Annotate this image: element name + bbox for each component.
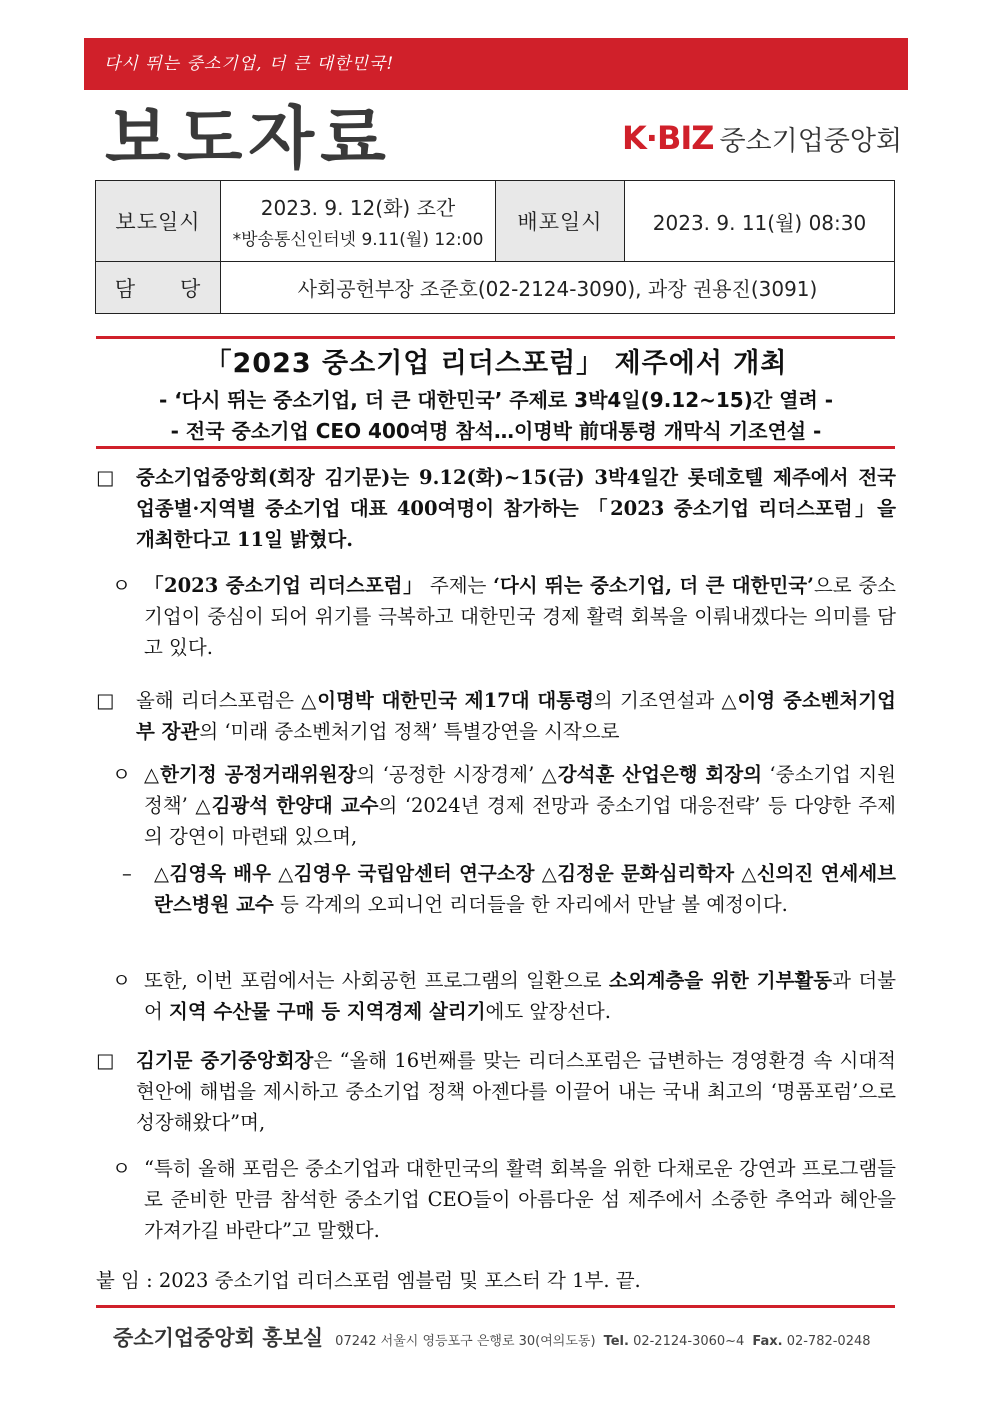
fax-label: Fax. (752, 1334, 783, 1349)
text-span: 에도 앞장선다. (485, 1000, 611, 1023)
local-economy-text: 지역 수산물 구매 등 지역경제 살리기 (169, 1000, 486, 1023)
paragraph-1-detail (112, 570, 896, 663)
square-bullet: □ (96, 689, 115, 712)
speaker-list-text: △김영옥 배우 △김영우 국립암센터 연구소장 △김정운 문화심리학자 △신의진 연세세브란스병원 교수 (154, 862, 896, 916)
footer (113, 1322, 871, 1352)
fax-number: 02-782-0248 (786, 1334, 871, 1349)
paragraph-2-social (112, 965, 896, 1027)
document-title: 보도자료 (105, 100, 392, 179)
distribute-date-value: 2023. 9. 11(월) 08:30 (625, 181, 895, 262)
footer-address: 07242 서울시 영등포구 은행로 30(여의도동) (335, 1334, 596, 1349)
square-bullet: □ (96, 466, 115, 489)
special-lecture-speaker-text: △이영 중소벤처기업부 장관 (136, 689, 897, 743)
text-span: 의 기조연설과 (593, 689, 722, 712)
text-span: 으로 중소기업이 중심이 되어 위기를 극복하고 대한민국 경제 활력 회복을 이뤄내겠다는 의미를 담고 있다. (144, 574, 896, 659)
forum-name-text: 「2023 중소기업 리더스포럼」 (144, 574, 424, 597)
text-span: 의 ‘2024년 경제 전망과 중소기업 대응전략’ 등 다양한 주제의 강연이 마련돼 있으며, (144, 794, 896, 848)
speaker-text: △강석훈 산업은행 회장의 (541, 763, 763, 786)
text-span: 또한, 이번 포럼에서는 사회공헌 프로그램의 일환으로 (144, 969, 609, 992)
tel-label: Tel. (603, 1334, 629, 1349)
circle-bullet: ㅇ (112, 574, 131, 597)
text-span: 올해 리더스포럼은 (136, 689, 302, 712)
release-info-table (95, 180, 895, 314)
paragraph-2 (96, 685, 896, 747)
kbiz-logo-mark: K·BIZ (622, 119, 714, 157)
paragraph-3 (96, 1045, 896, 1138)
chairman-name-text: 김기문 중기중앙회장 (136, 1049, 314, 1072)
paragraph-1 (96, 462, 896, 555)
release-date-cell (221, 181, 496, 262)
text-span: 은 “올해 16번째를 맞는 리더스포럼은 급변하는 경영환경 속 시대적 현안에 해법을 제시하고 중소기업 정책 아젠다를 이끌어 내는 국내 최고의 ‘명품포럼’으로 성장해왔다”며, (136, 1049, 896, 1134)
circle-bullet: ㅇ (112, 1157, 131, 1180)
kbiz-logo-name: 중소기업중앙회 (719, 125, 903, 157)
dash-bullet: – (122, 862, 132, 885)
donation-text: 소외계층을 위한 기부활동 (608, 969, 833, 992)
attachment-note: 붙 임 : 2023 중소기업 리더스포럼 엠블럼 및 포스터 각 1부. 끝. (96, 1269, 641, 1292)
distribute-date-label: 배포일시 (496, 181, 625, 262)
headline-top-rule (96, 336, 895, 339)
speaker-text: △한기정 공정거래위원장 (144, 763, 357, 786)
square-bullet: □ (96, 1049, 115, 1072)
release-date-label: 보도일시 (96, 181, 221, 262)
circle-bullet: ㅇ (112, 969, 131, 992)
circle-bullet: ㅇ (112, 763, 131, 786)
text-span: ‘중소기업 지원정책’ (144, 763, 896, 817)
text-span: 의 ‘공정한 시장경제’ (356, 763, 542, 786)
text-span: 의 ‘미래 중소벤처기업 정책’ 특별강연을 시작으로 (199, 720, 620, 743)
footer-tel (604, 1334, 745, 1349)
footer-fax (752, 1334, 870, 1349)
headline-sub-1: - ‘다시 뛰는 중소기업, 더 큰 대한민국’ 주제로 3박4일(9.12~15)간 열려 - (158, 388, 834, 412)
text-span: 주제는 (423, 574, 494, 597)
paragraph-3-quote (112, 1153, 896, 1246)
footer-organization: 중소기업중앙회 홍보실 (113, 1326, 324, 1350)
quote-text: “특히 올해 포럼은 중소기업과 대한민국의 활력 회복을 위한 다채로운 강연과 프로그램들로 준비한 만큼 참석한 중소기업 CEO들이 아름다운 섬 제주에서 소중한 추억과 혜안을 가져가길 바란다”고 말했다. (144, 1157, 896, 1242)
release-date-note: *방송통신인터넷 9.11(월) 12:00 (232, 230, 484, 250)
kbiz-logo (622, 118, 902, 158)
paragraph-1-text: 중소기업중앙회(회장 김기문)는 9.12(화)~15(금) 3박4일간 롯데호텔 제주에서 전국 업종별·지역별 중소기업 대표 400여명이 참가하는 「2023 중소기업 리더스포럼」을 개최한다고 11일 밝혔다. (136, 466, 896, 551)
contact-value: 사회공헌부장 조준호(02-2124-3090), 과장 권용진(3091) (221, 262, 895, 314)
paragraph-2-lectures (112, 759, 896, 852)
speaker-text: △김광석 한양대 교수 (195, 794, 379, 817)
release-date-value: 2023. 9. 12(화) 조간 (260, 196, 456, 220)
slogan-banner: 다시 뛰는 중소기업, 더 큰 대한민국! (84, 38, 908, 90)
text-span: 과 더불어 (144, 969, 896, 1023)
keynote-speaker-text: △이명박 대한민국 제17대 대통령 (301, 689, 594, 712)
headline-sub-2: - 전국 중소기업 CEO 400여명 참석…이명박 前대통령 개막식 기조연설 - (170, 419, 822, 443)
headline-main: 「2023 중소기업 리더스포럼」 제주에서 개최 (204, 348, 788, 379)
forum-theme-text: ‘다시 뛰는 중소기업, 더 큰 대한민국’ (493, 574, 814, 597)
footer-rule (96, 1305, 895, 1308)
paragraph-2-opinion-leaders (122, 858, 896, 920)
tel-number: 02-2124-3060~4 (633, 1334, 745, 1349)
headline-bottom-rule (96, 446, 895, 449)
text-span: 등 각계의 오피니언 리더들을 한 자리에서 만날 볼 예정이다. (273, 893, 788, 916)
contact-label: 담 당 (96, 262, 221, 314)
